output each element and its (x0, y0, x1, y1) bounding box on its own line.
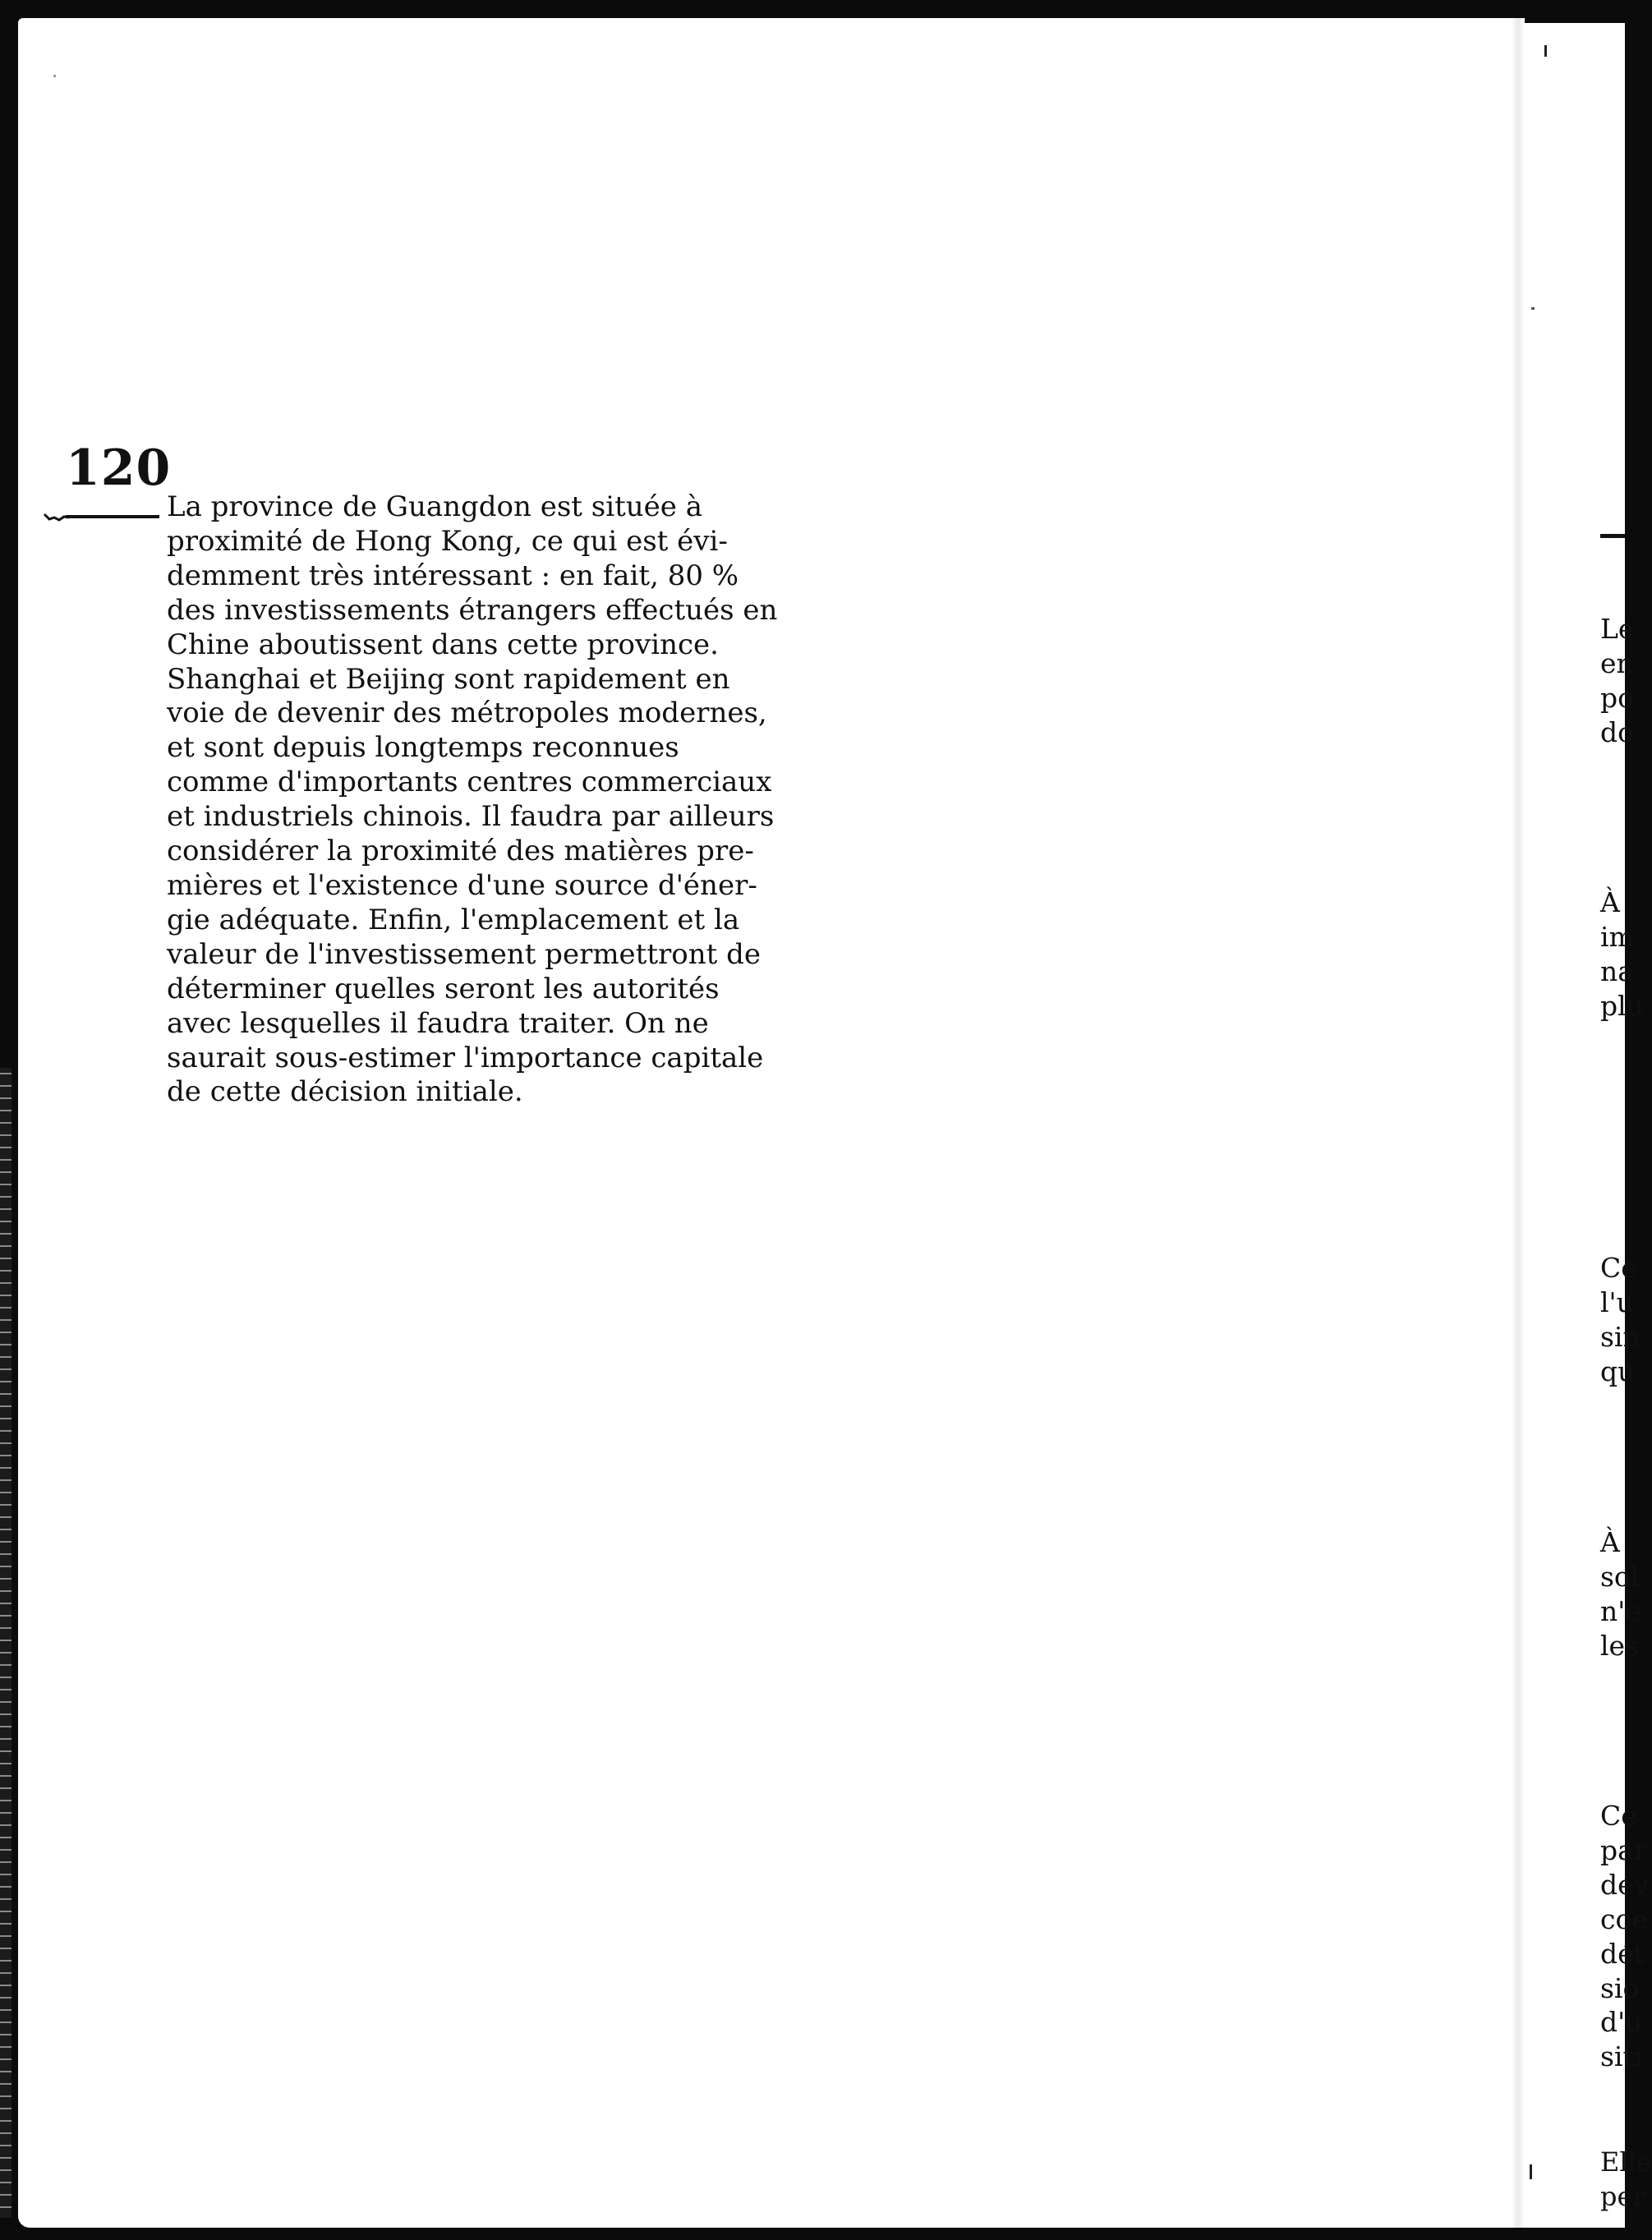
book-gutter (1512, 18, 1525, 2228)
text-line: saurait sous-estimer l'importance capitale (167, 1041, 764, 1074)
fragment-line: dev (1600, 1868, 1650, 1901)
fragment-line: do (1600, 715, 1634, 748)
fragment-line: en (1600, 646, 1634, 679)
text-line: Chine aboutissent dans cette province. (167, 628, 719, 661)
facing-paragraph-fragment (1600, 1525, 1641, 1663)
fragment-line: im (1600, 920, 1635, 953)
left-page (18, 18, 1512, 2228)
text-line: Shanghai et Beijing sont rapidement en (167, 662, 730, 696)
fragment-line: qu (1600, 1355, 1636, 1387)
fragment-line: po (1600, 681, 1634, 714)
scan-edge (0, 1068, 12, 2218)
page-number-rule (43, 509, 159, 524)
scan-speck (1544, 45, 1547, 57)
fragment-line: na (1600, 954, 1634, 987)
facing-paragraph-fragment (1600, 2146, 1652, 2215)
text-line: avec lesquelles il faudra traiter. On ne (167, 1006, 709, 1040)
fragment-line: plu (1600, 989, 1644, 1022)
text-line: demment très intéressant : en fait, 80 % (167, 559, 739, 592)
fragment-line: coe (1600, 1902, 1648, 1935)
fragment-line: Le (1600, 613, 1635, 645)
text-line: déterminer quelles seront les autorités (167, 972, 720, 1005)
text-line: de cette décision initiale. (167, 1075, 523, 1109)
text-line: considérer la proximité des matières pre- (167, 835, 754, 868)
facing-page-rule (1600, 534, 1625, 538)
fragment-line: sin (1600, 1320, 1640, 1353)
text-line: valeur de l'investissement permettront de (167, 937, 761, 971)
fragment-line: les (1600, 1629, 1640, 1662)
text-line: mières et l'existence d'une source d'éner- (167, 868, 757, 902)
fragment-line: l'u (1600, 1286, 1634, 1318)
main-paragraph (167, 490, 799, 1110)
fragment-line: Ce (1600, 1800, 1637, 1832)
facing-paragraph-fragment (1600, 885, 1644, 1023)
fragment-line: per (1600, 2180, 1645, 2212)
fragment-line: dét (1600, 1937, 1645, 1970)
text-line: et industriels chinois. Il faudra par ailleurs (167, 800, 775, 834)
fragment-line: sol (1600, 1560, 1640, 1593)
text-line: La province de Guangdon est située à (167, 490, 702, 523)
page-number: 120 (66, 439, 172, 497)
fragment-line: sio (1600, 1971, 1640, 2004)
text-line: proximité de Hong Kong, ce qui est évi- (167, 524, 728, 558)
fragment-line: À (1600, 1526, 1620, 1558)
text-line: des investissements étrangers effectués en (167, 593, 778, 627)
fragment-line: Ce (1600, 1252, 1637, 1284)
fragment-line: À (1600, 886, 1620, 918)
text-line: gie adéquate. Enfin, l'emplacement et la (167, 903, 740, 936)
facing-paragraph-fragment (1600, 1799, 1650, 2074)
fragment-line: Elle (1600, 2146, 1652, 2178)
fragment-line: d'u (1600, 2006, 1643, 2039)
fragment-line: n'e (1600, 1594, 1641, 1627)
text-line: comme d'importants centres commerciaux (167, 766, 772, 799)
facing-paragraph-fragment (1600, 1251, 1640, 1389)
text-line: et sont depuis longtemps reconnues (167, 731, 679, 765)
scan-speck (1531, 307, 1535, 310)
facing-paragraph-fragment (1600, 612, 1635, 750)
scan-speck (1530, 2164, 1532, 2179)
text-line: voie de devenir des métropoles modernes, (167, 697, 767, 730)
fragment-line: siti (1600, 2040, 1643, 2073)
fragment-line: par (1600, 1833, 1647, 1866)
scan-speck (53, 75, 56, 77)
